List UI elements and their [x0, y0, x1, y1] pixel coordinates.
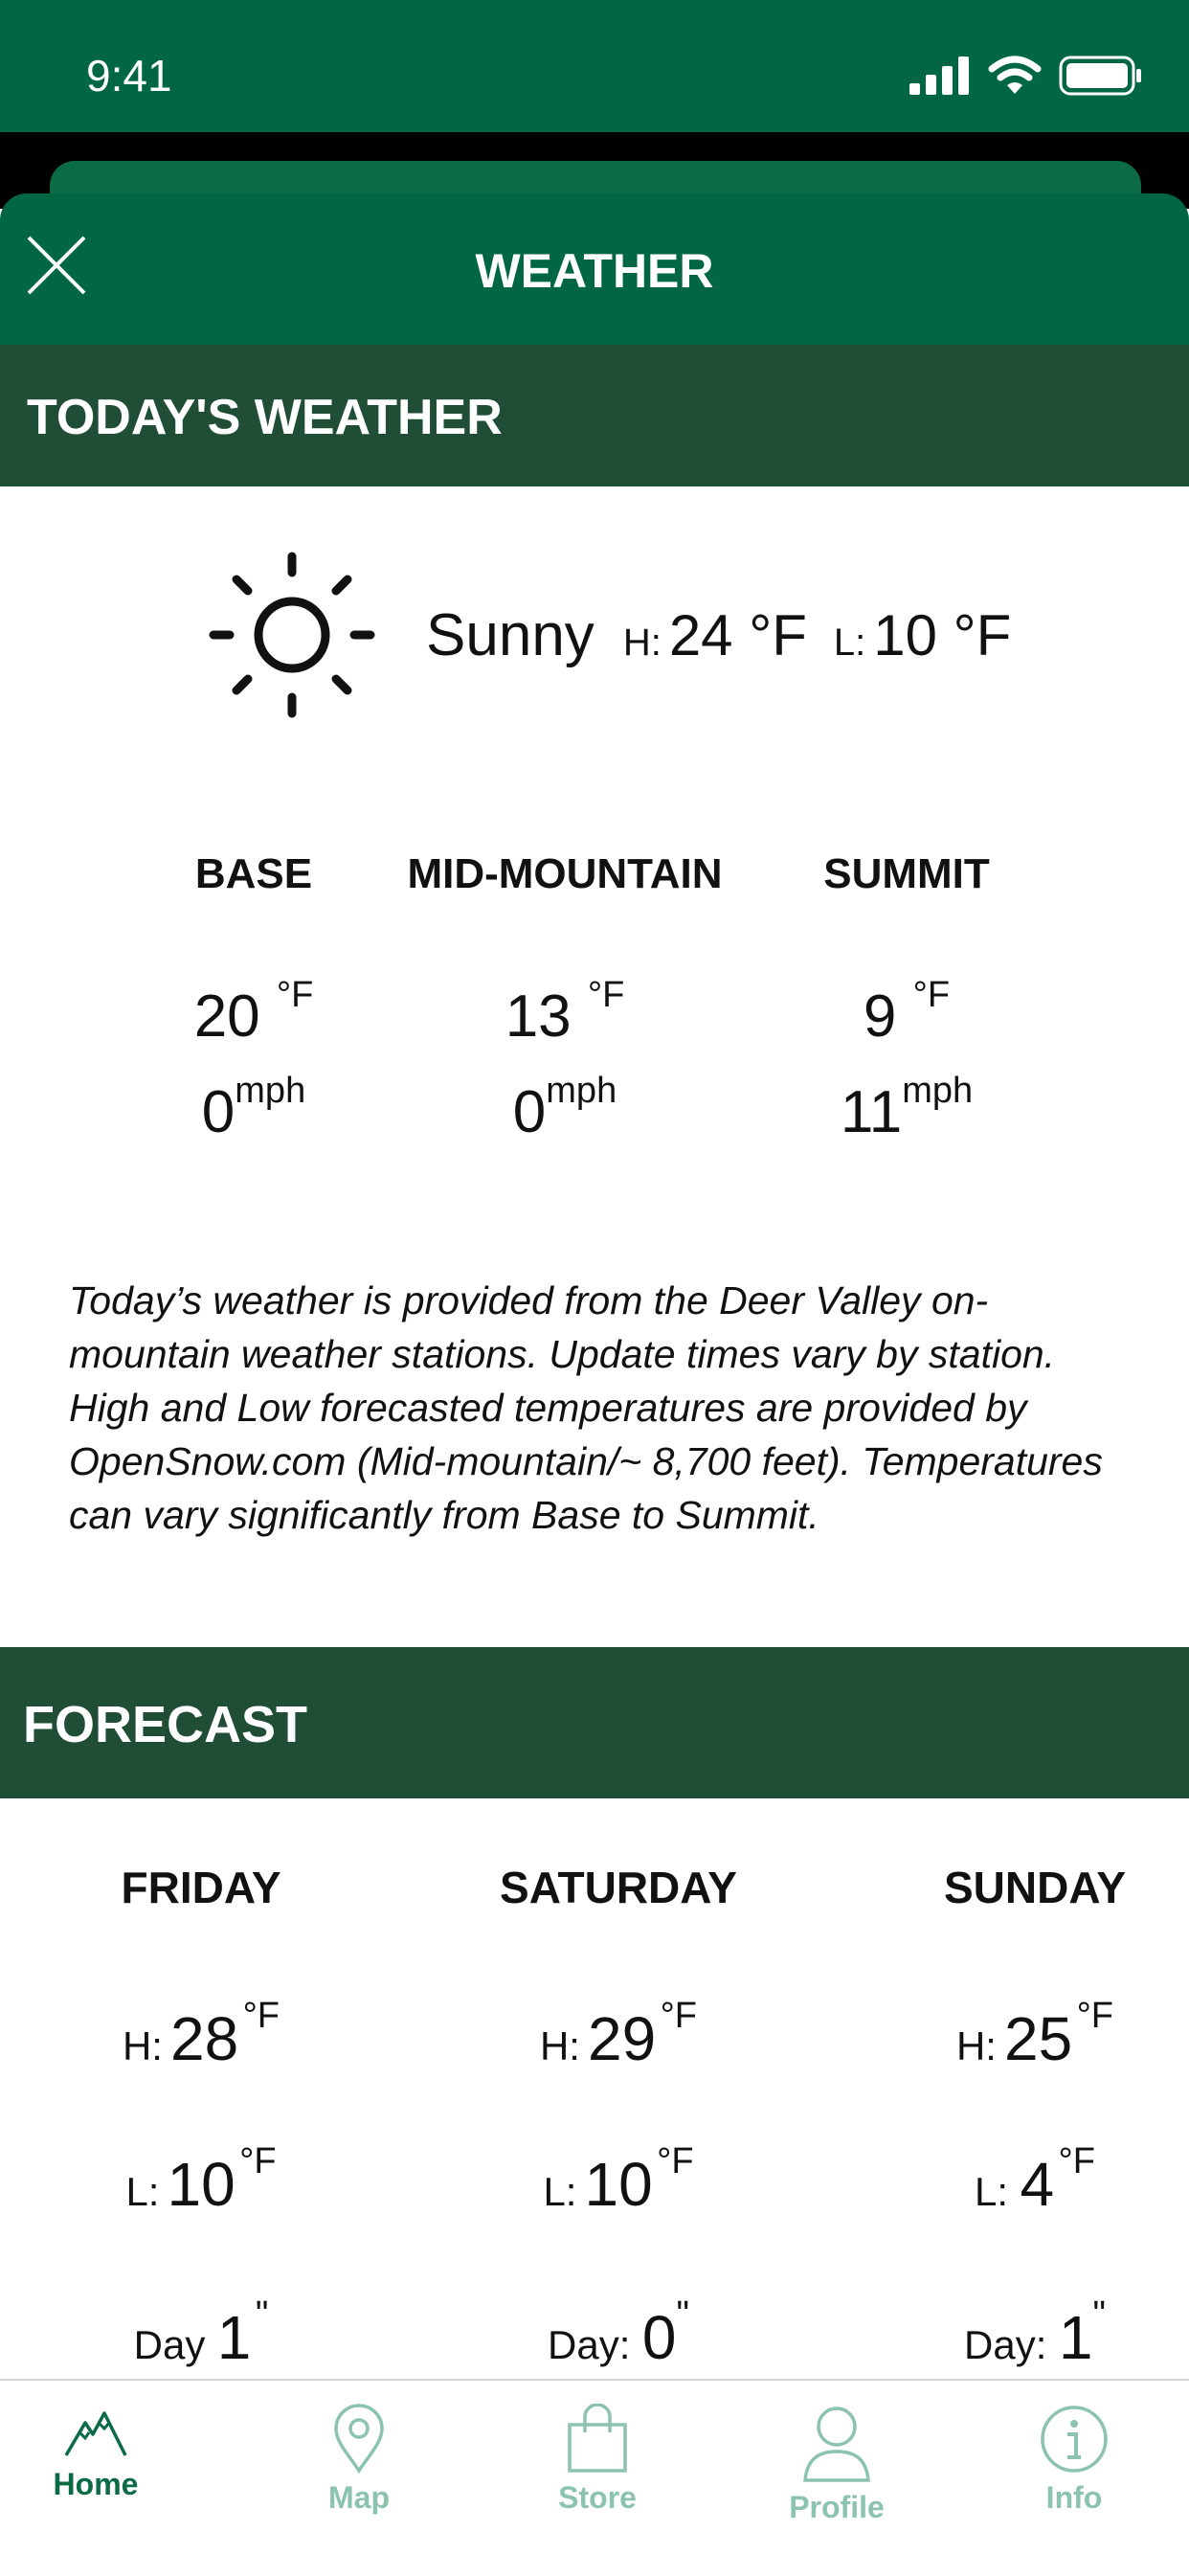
weather-note: Today’s weather is provided from the Deer Valley on-mountain weather stations. Update times vary by station. High and Low forecasted temperatures are provided by OpenSnow.com (Mid-mountain/~ 8,700 feet). Temperatures can vary significantly from Base to Summit. [69, 1278, 1103, 1537]
forecast-header [0, 1647, 1189, 1798]
forecast-day-name: SUNDAY [943, 1863, 1127, 1912]
todays-weather-header [0, 345, 1189, 486]
location-temp: 13 $^{^\circ F}$ [505, 975, 625, 1050]
tab-label: Store [558, 2480, 637, 2515]
map-pin-icon [330, 2404, 388, 2474]
forecast-day-friday [19, 1862, 383, 2379]
profile-icon [801, 2404, 872, 2484]
forecast-day-name: FRIDAY [121, 1863, 281, 1912]
forecast-snow: Day: 1" [964, 2294, 1106, 2372]
location-temp: 9 $^{^\circ F}$ [863, 975, 951, 1050]
section-title: FORECAST [23, 1696, 307, 1753]
forecast-high: H: 29 °F [539, 1996, 698, 2073]
tab-label: Profile [789, 2490, 885, 2524]
location-name: BASE [194, 850, 313, 897]
tab-label: Info [1045, 2480, 1103, 2515]
info-icon [1039, 2404, 1110, 2474]
location-base [72, 850, 436, 1166]
low-temp: 10 °F [873, 603, 1012, 667]
sun-icon [209, 552, 375, 718]
location-temp: 20 $^{^\circ F}$ [193, 975, 314, 1050]
tab-map[interactable] [273, 2404, 445, 2516]
location-mid-mountain [383, 850, 747, 1166]
tab-profile[interactable] [751, 2404, 923, 2525]
mountain-icon [62, 2404, 129, 2461]
status-bar [0, 0, 1189, 132]
tab-label: Home [53, 2467, 139, 2501]
page-title: WEATHER [475, 244, 714, 298]
location-wind: $11^{mph}$ [840, 1071, 974, 1145]
battery-icon [1059, 56, 1143, 96]
forecast-low: L: 10 °F [543, 2141, 694, 2219]
tab-info[interactable] [988, 2404, 1160, 2516]
forecast-snow: Day 1 " [133, 2294, 269, 2372]
condition-text: Sunny [426, 602, 594, 668]
forecast-day-sunday [853, 1862, 1189, 2379]
wifi-icon [988, 56, 1042, 96]
shopping-bag-icon [564, 2404, 631, 2474]
section-title: TODAY'S WEATHER [27, 390, 503, 445]
tab-store[interactable] [511, 2404, 684, 2516]
today-conditions [426, 601, 1038, 669]
location-name: SUMMIT [823, 850, 990, 897]
forecast-low: L: 10 °F [125, 2141, 277, 2219]
forecast-snow: Day: 0" [548, 2294, 689, 2372]
location-summit [725, 850, 1088, 1166]
tab-home[interactable] [10, 2404, 182, 2502]
signal-icon [909, 56, 971, 95]
high-temp: 24 °F [668, 603, 807, 667]
tab-label: Map [328, 2480, 390, 2515]
tab-bar [0, 2379, 1189, 2576]
location-wind: $0^{mph}$ [512, 1071, 617, 1145]
forecast-day-name: SATURDAY [500, 1863, 737, 1912]
high-label: H: [622, 621, 662, 664]
location-name: MID-MOUNTAIN [407, 850, 723, 897]
forecast-low: L: 4 °F [975, 2141, 1095, 2219]
forecast-day-saturday [437, 1862, 800, 2379]
forecast-high: H: 25 °F [955, 1996, 1114, 2073]
forecast-high: H: 28 °F [122, 1996, 280, 2073]
location-wind: $0^{mph}$ [201, 1071, 306, 1145]
status-time: 9:41 [86, 51, 172, 101]
status-icons [909, 52, 1143, 100]
low-label: L: [833, 621, 866, 664]
